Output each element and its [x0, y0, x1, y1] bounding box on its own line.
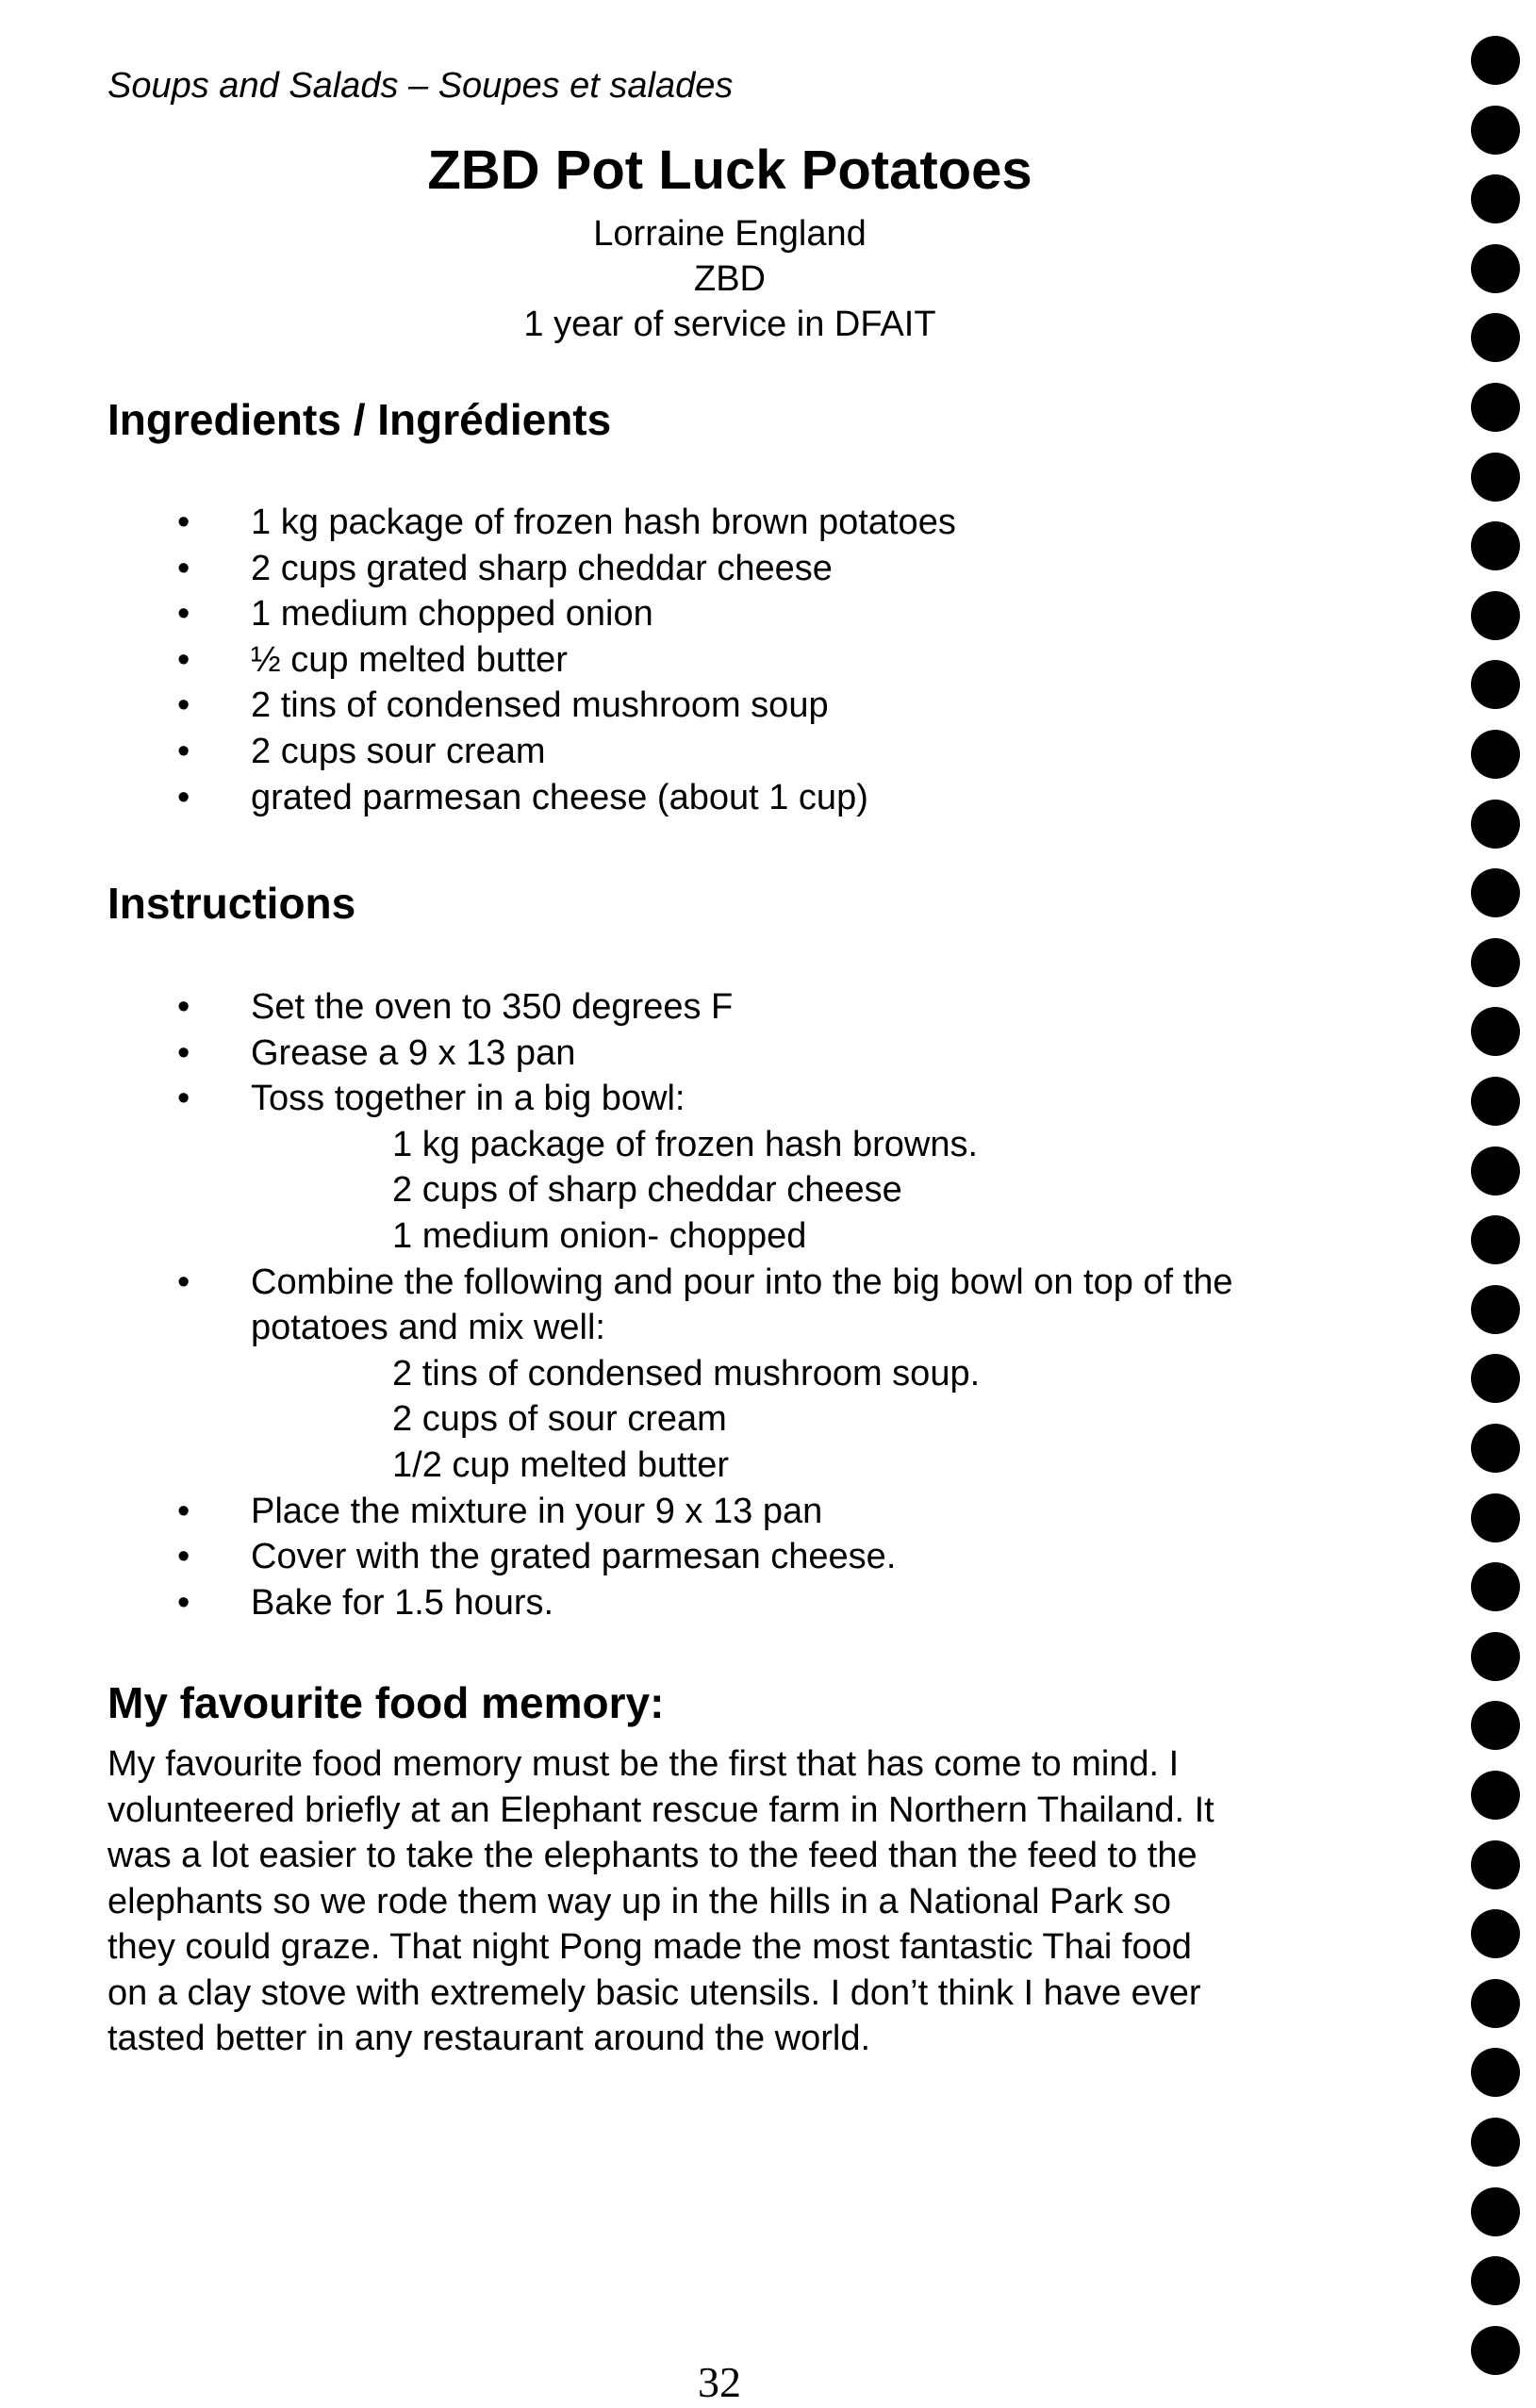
ingredient-text: grated parmesan cheese (about 1 cup) [251, 777, 868, 817]
ingredient-item [0, 591, 956, 637]
bullet-glyph: • [177, 639, 190, 680]
instruction-step [0, 1534, 1232, 1580]
ingredient-text: ½ cup melted butter [251, 639, 568, 680]
binding-hole [1471, 1493, 1520, 1542]
binding-hole [1471, 868, 1520, 917]
binding-hole [1471, 938, 1520, 987]
binding-hole [1471, 1354, 1520, 1403]
instruction-text: Bake for 1.5 hours. [251, 1582, 554, 1623]
binding-hole [1471, 1215, 1520, 1264]
memory-text [107, 1741, 1333, 2062]
binding-hole [1471, 106, 1520, 155]
ingredient-text: 2 cups grated sharp cheddar cheese [251, 548, 833, 588]
binding-hole [1471, 521, 1520, 570]
ingredient-text: 1 kg package of frozen hash brown potatoes [251, 503, 956, 542]
binding-hole [1471, 730, 1520, 779]
instruction-step [0, 1260, 1232, 1489]
binding-hole [1471, 1909, 1520, 1958]
instruction-step [0, 1489, 1232, 1535]
binding-hole [1471, 660, 1520, 709]
bullet-glyph: • [177, 1582, 190, 1623]
section-label: Soups and Salads – Soupes et salades [107, 66, 734, 106]
binding-hole [1471, 1146, 1520, 1196]
instruction-sub-item: 1 kg package of frozen hash browns. [392, 1124, 979, 1164]
binding-hole [1471, 2326, 1520, 2375]
binding-hole [1471, 244, 1520, 293]
memory-line: they could graze. That night Pong made the most fantastic Thai food [107, 1927, 1192, 1967]
recipe-title: ZBD Pot Luck Potatoes [427, 140, 1032, 201]
instruction-sub-item: 1/2 cup melted butter [392, 1444, 729, 1485]
ingredient-item [0, 637, 956, 684]
bullet-glyph: • [177, 987, 190, 1027]
bullet-glyph: • [177, 1079, 190, 1119]
recipe-header [107, 140, 1352, 347]
ingredient-item [0, 729, 956, 775]
instructions-heading: Instructions [107, 879, 356, 928]
instruction-step [0, 984, 1232, 1031]
ingredients-heading: Ingredients / Ingrédients [107, 395, 612, 444]
bullet-glyph: • [177, 594, 190, 635]
binding-hole [1471, 1701, 1520, 1750]
memory-line: was a lot easier to take the elephants to the feed than the feed to the [107, 1836, 1197, 1875]
binding-hole [1471, 591, 1520, 640]
binding-hole [1471, 1077, 1520, 1126]
binding-hole [1471, 1285, 1520, 1334]
recipe-author: Lorraine England [593, 214, 867, 254]
bullet-glyph: • [177, 1032, 190, 1073]
bullet-glyph: • [177, 503, 190, 542]
memory-heading: My favourite food memory: [107, 1678, 665, 1727]
binding-hole [1471, 1979, 1520, 2028]
binding-hole [1471, 383, 1520, 432]
ingredient-item [0, 546, 956, 592]
bullet-glyph: • [177, 1537, 190, 1577]
ingredient-item [0, 500, 956, 546]
binding-hole [1471, 1632, 1520, 1681]
bullet-glyph: • [177, 1262, 190, 1302]
binding-hole [1471, 453, 1520, 502]
memory-line: volunteered briefly at an Elephant rescue farm in Northern Thailand. It [107, 1790, 1214, 1830]
binding-hole [1471, 2187, 1520, 2236]
binding-hole [1471, 800, 1520, 849]
page-number: 32 [698, 2358, 741, 2406]
binding-hole [1471, 1007, 1520, 1056]
ingredients-list [0, 500, 956, 820]
instruction-step [0, 1031, 1232, 1077]
instruction-text: Combine the following and pour into the big bowl on top of the [251, 1262, 1233, 1302]
ingredient-text: 2 cups sour cream [251, 731, 546, 771]
instruction-sub-item: 2 cups of sharp cheddar cheese [392, 1170, 902, 1211]
instruction-text: Toss together in a big bowl: [251, 1079, 685, 1119]
memory-line: My favourite food memory must be the first that has come to mind. I [107, 1744, 1180, 1784]
ingredient-item [0, 775, 956, 821]
memory-line: elephants so we rode them way up in the hills in a National Park so [107, 1881, 1171, 1921]
instruction-step [0, 1076, 1232, 1259]
instruction-step [0, 1580, 1232, 1626]
instruction-sub-item: 1 medium onion- chopped [392, 1215, 807, 1256]
binding-hole [1471, 2256, 1520, 2305]
binding-hole [1471, 1771, 1520, 1820]
bullet-glyph: • [177, 1491, 190, 1531]
bullet-glyph: • [177, 685, 190, 726]
instruction-text: Place the mixture in your 9 x 13 pan [251, 1491, 823, 1531]
binding-hole [1471, 1562, 1520, 1611]
binding-hole [1471, 313, 1520, 362]
instruction-text: Cover with the grated parmesan cheese. [251, 1537, 897, 1577]
bullet-glyph: • [177, 777, 190, 817]
binding-hole [1471, 1424, 1520, 1473]
instructions-list [0, 984, 1232, 1625]
binding-hole [1471, 2118, 1520, 2167]
instruction-sub-item: 2 tins of condensed mushroom soup. [392, 1353, 981, 1394]
binding-hole [1471, 174, 1520, 223]
bullet-glyph: • [177, 731, 190, 771]
instruction-text-continued: potatoes and mix well: [251, 1308, 605, 1348]
memory-line: on a clay stove with extremely basic utensils. I don’t think I have ever [107, 1972, 1201, 2013]
binding-hole [1471, 1840, 1520, 1889]
instruction-sub-item: 2 cups of sour cream [392, 1399, 727, 1440]
spiral-binding [1471, 0, 1536, 2408]
recipe-division: ZBD [694, 259, 766, 299]
instruction-text: Grease a 9 x 13 pan [251, 1032, 576, 1073]
memory-line: tasted better in any restaurant around the world. [107, 2019, 871, 2058]
bullet-glyph: • [177, 548, 190, 588]
ingredient-text: 1 medium chopped onion [251, 594, 653, 635]
ingredient-item [0, 683, 956, 729]
binding-hole [1471, 36, 1520, 85]
binding-hole [1471, 2048, 1520, 2097]
ingredient-text: 2 tins of condensed mushroom soup [251, 685, 829, 726]
instruction-text: Set the oven to 350 degrees F [251, 987, 734, 1027]
recipe-service: 1 year of service in DFAIT [523, 305, 936, 344]
